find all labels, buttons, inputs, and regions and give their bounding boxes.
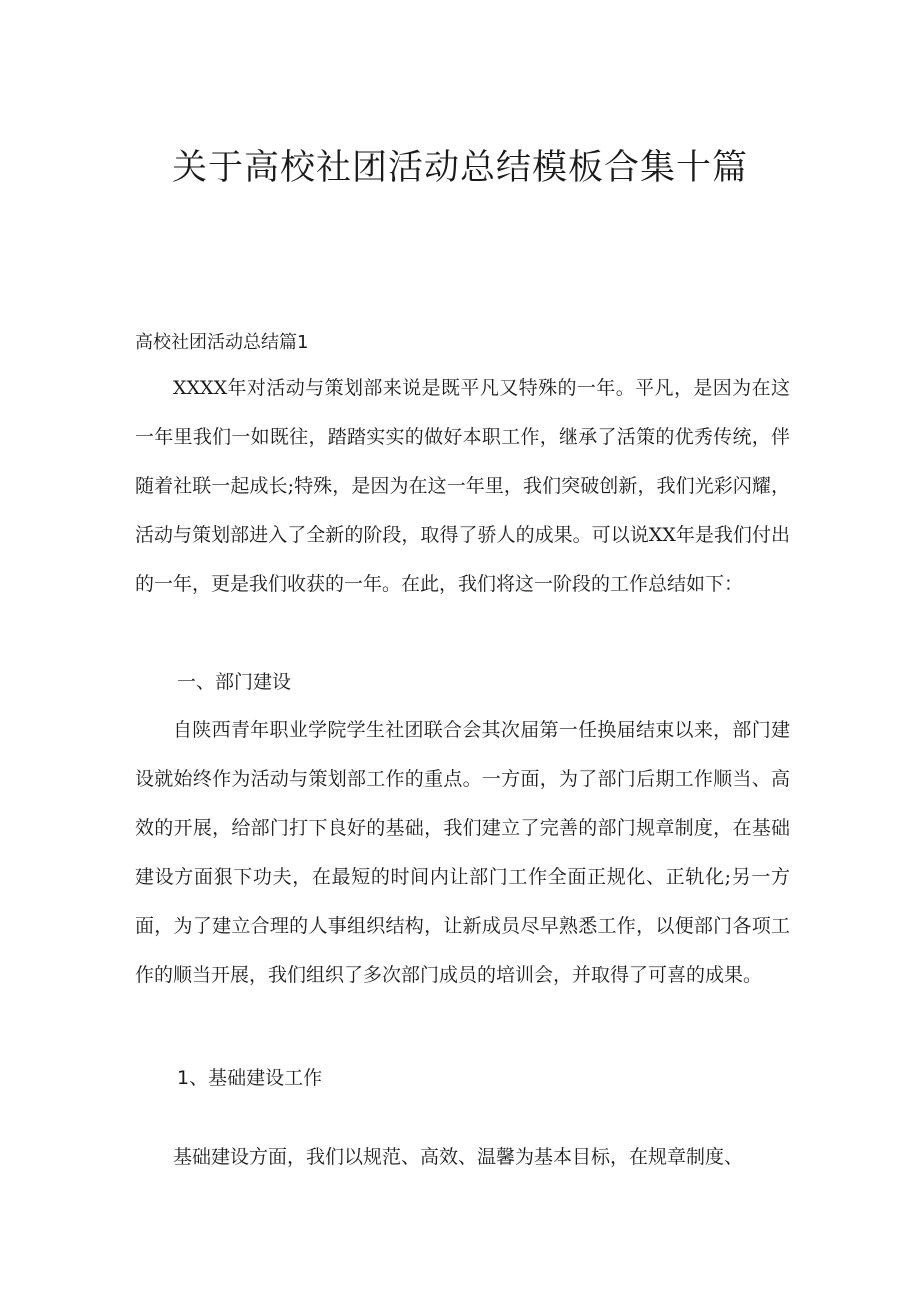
paragraph-basic-construction: 基础建设方面，我们以规范、高效、温馨为基本目标，在规章制度、: [173, 1146, 744, 1168]
paragraph-department-building: 自陕西青年职业学院学生社团联合会其次届第一任换届结束以来，部门建设就始终作为活动与策划部工作的重点。一方面，为了部门后期工作顺当、高效的开展，给部门打下良好的基础，我们建立了完善的部门规章制度，在基础建设方面狠下功夫，在最短的时间内让部门工作全面正规化、正轨化;另一方面，为了建立合理的人事组织结构，让新成员尽早熟悉工作，以便部门各项工作的顺当开展，我们组织了多次部门成员的培训会，并取得了可喜的成果。: [135, 719, 790, 986]
paragraph-intro: XXXX年对活动与策划部来说是既平凡又特殊的一年。平凡，是因为在这一年里我们一如既往，踏踏实实的做好本职工作，继承了活策的优秀传统，伴随着社联一起成长;特殊，是因为在这一年里，我们突破创新，我们光彩闪耀，活动与策划部进入了全新的阶段，取得了骄人的成果。可以说XX年是我们付出的一年，更是我们收获的一年。在此，我们将这一阶段的工作总结如下：: [135, 377, 790, 595]
section-heading: 高校社团活动总结篇1: [135, 332, 309, 353]
document-title: 关于高校社团活动总结模板合集十篇: [171, 148, 748, 188]
heading-basic-construction: 1、基础建设工作: [177, 1067, 323, 1089]
heading-department-building: 一、部门建设: [177, 671, 292, 693]
